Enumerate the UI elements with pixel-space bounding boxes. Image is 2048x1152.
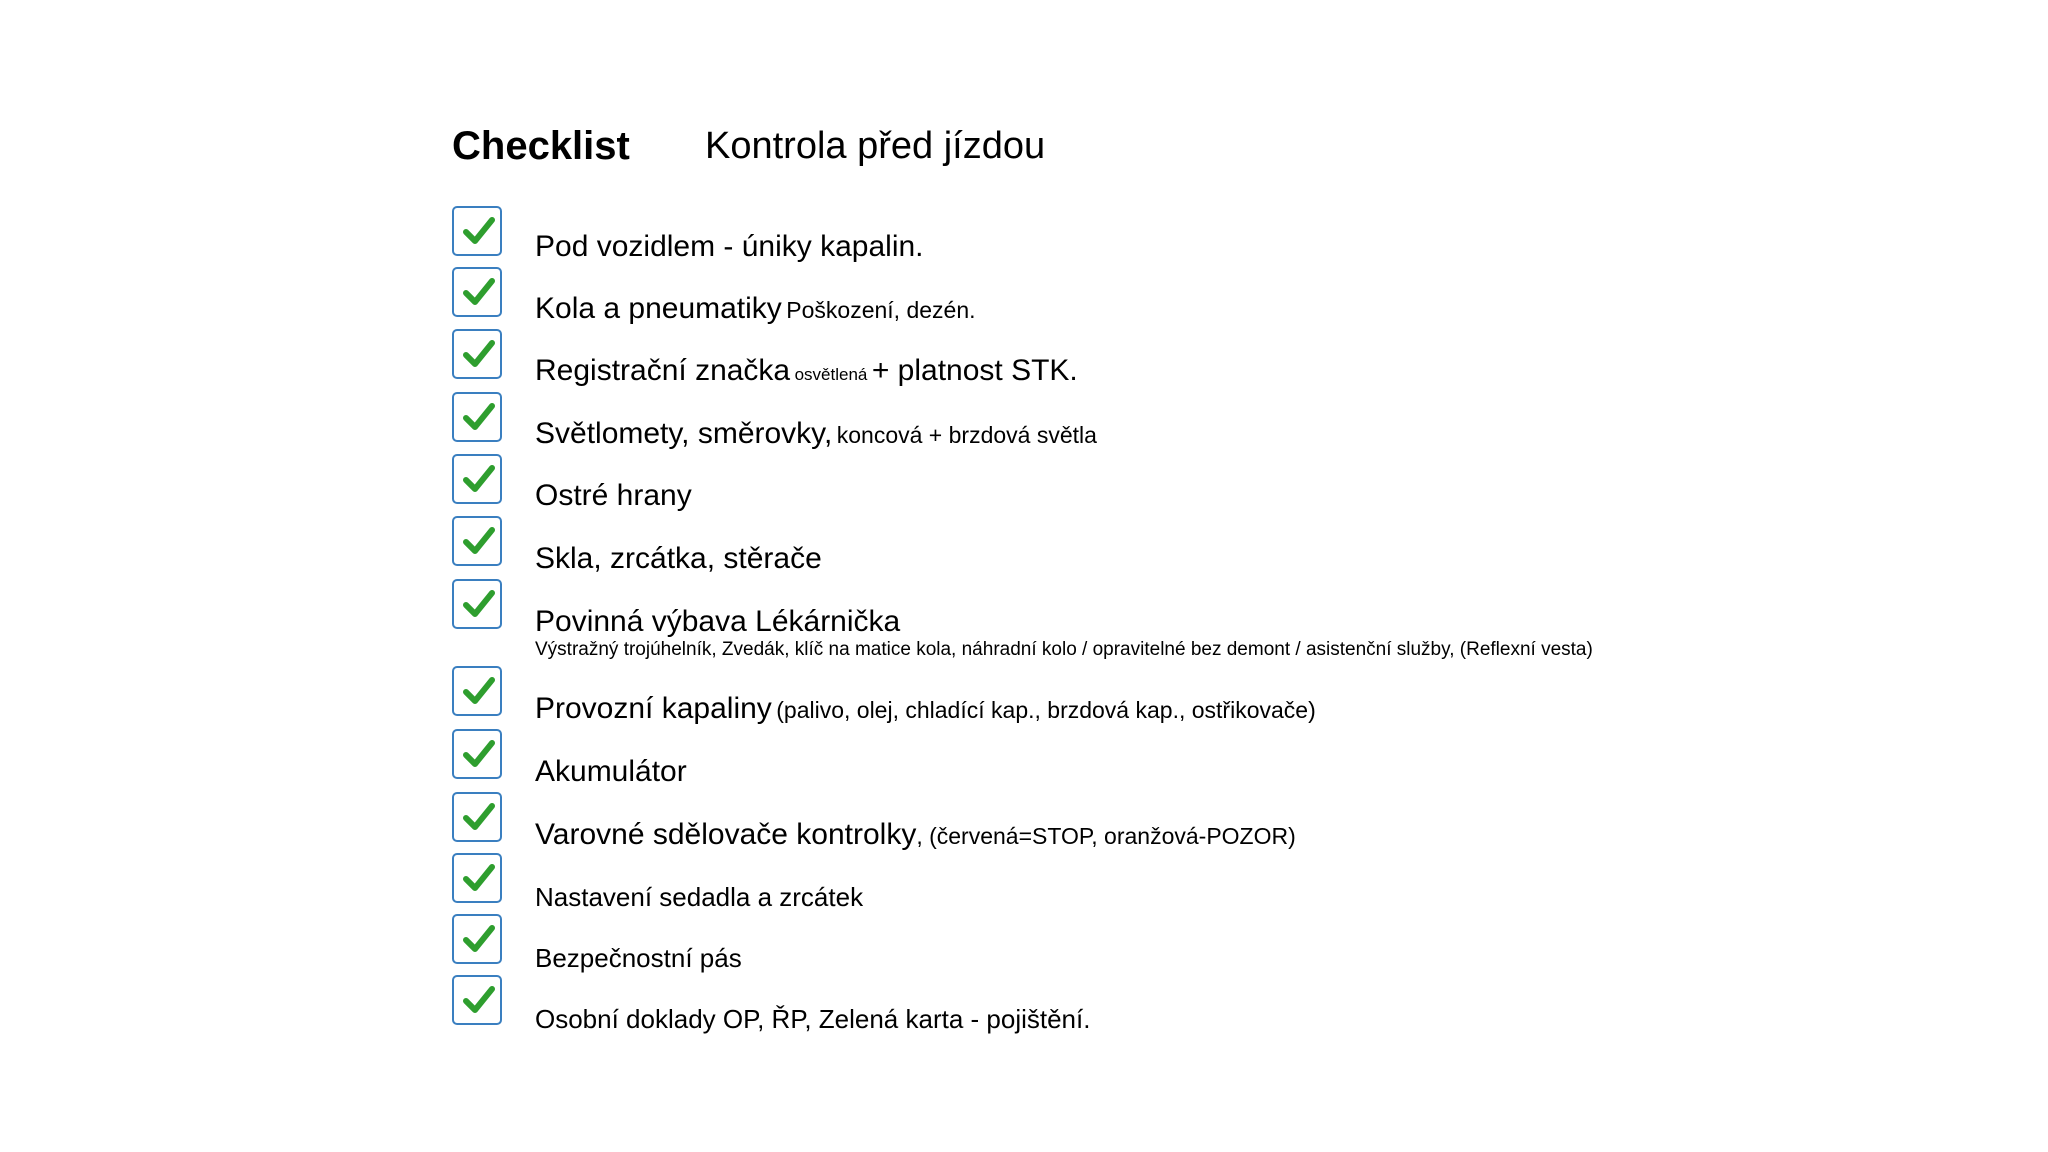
item-label-continued: + platnost STK. bbox=[871, 354, 1078, 387]
list-item bbox=[535, 945, 742, 971]
item-label: Osobní doklady OP, ŘP, Zelená karta - pojištění. bbox=[535, 1004, 1091, 1034]
check-mark-icon bbox=[462, 674, 496, 708]
checkbox[interactable] bbox=[452, 975, 502, 1025]
check-mark-icon bbox=[462, 337, 496, 371]
list-item bbox=[535, 757, 687, 787]
checkbox[interactable] bbox=[452, 729, 502, 779]
list-item bbox=[535, 884, 863, 910]
item-note: (palivo, olej, chladící kap., brzdová kap., ostřikovače) bbox=[776, 697, 1316, 723]
page-title: Checklist bbox=[452, 124, 630, 168]
check-mark-icon bbox=[462, 983, 496, 1017]
check-mark-icon bbox=[462, 737, 496, 771]
check-mark-icon bbox=[462, 800, 496, 834]
check-mark-icon bbox=[462, 922, 496, 956]
item-label: Nastavení sedadla a zrcátek bbox=[535, 882, 864, 912]
list-item bbox=[535, 294, 976, 324]
item-label: Registrační značka bbox=[535, 354, 791, 387]
list-item bbox=[535, 1006, 1090, 1032]
item-label: Varovné sdělovače kontrolky bbox=[535, 818, 917, 851]
list-item bbox=[535, 356, 1078, 386]
list-item bbox=[535, 694, 1316, 724]
check-mark-icon bbox=[462, 400, 496, 434]
check-mark-icon bbox=[462, 524, 496, 558]
checkbox[interactable] bbox=[452, 666, 502, 716]
item-label: Akumulátor bbox=[535, 755, 687, 788]
list-item bbox=[535, 820, 1296, 850]
checkbox[interactable] bbox=[452, 454, 502, 504]
checkbox[interactable] bbox=[452, 853, 502, 903]
list-item bbox=[535, 419, 1097, 449]
checkbox[interactable] bbox=[452, 579, 502, 629]
page-subtitle: Kontrola před jízdou bbox=[705, 125, 1046, 167]
check-mark-icon bbox=[462, 275, 496, 309]
item-label: Bezpečnostní pás bbox=[535, 943, 742, 973]
item-note: osvětlená bbox=[794, 365, 868, 384]
checkbox[interactable] bbox=[452, 914, 502, 964]
item-note: , (červená=STOP, oranžová-POZOR) bbox=[916, 823, 1296, 849]
list-item bbox=[535, 544, 822, 574]
item-label: Skla, zrcátka, stěrače bbox=[535, 542, 822, 575]
item-label: Pod vozidlem - úniky kapalin. bbox=[535, 230, 924, 263]
list-item bbox=[535, 232, 924, 262]
checkbox[interactable] bbox=[452, 206, 502, 256]
item-label: Provozní kapaliny bbox=[535, 692, 772, 725]
item-label: Ostré hrany bbox=[535, 479, 692, 512]
item-note: koncová + brzdová světla bbox=[836, 422, 1097, 448]
item-label: Povinná výbava Lékárnička bbox=[535, 605, 901, 638]
checkbox[interactable] bbox=[452, 516, 502, 566]
check-mark-icon bbox=[462, 587, 496, 621]
item-label: Kola a pneumatiky bbox=[535, 292, 782, 325]
check-mark-icon bbox=[462, 861, 496, 895]
check-mark-icon bbox=[462, 462, 496, 496]
list-item bbox=[535, 481, 692, 511]
list-item bbox=[535, 607, 900, 637]
item-note: Poškození, dezén. bbox=[786, 297, 976, 323]
item-detail: Výstražný trojúhelník, Zvedák, klíč na matice kola, náhradní kolo / opravitelné bez demont / asistenční služby, (Reflexní vesta) bbox=[535, 639, 1593, 660]
item-label: Světlomety, směrovky, bbox=[535, 417, 833, 450]
checkbox[interactable] bbox=[452, 792, 502, 842]
checkbox[interactable] bbox=[452, 267, 502, 317]
check-mark-icon bbox=[462, 214, 496, 248]
checkbox[interactable] bbox=[452, 392, 502, 442]
checkbox[interactable] bbox=[452, 329, 502, 379]
